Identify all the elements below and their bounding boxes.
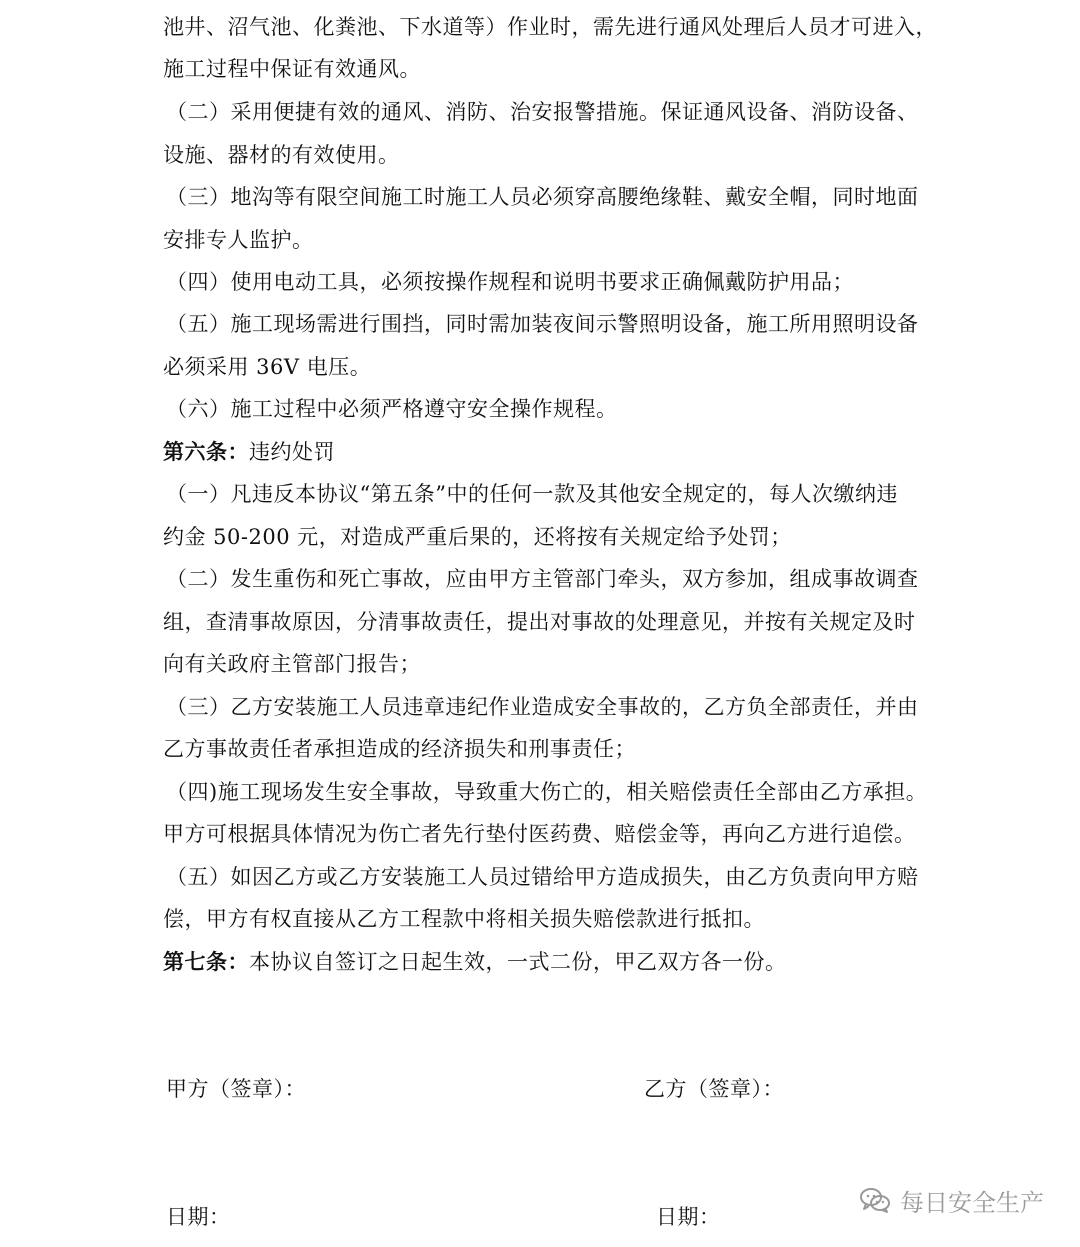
article-7-number: 第七条：: [163, 949, 249, 974]
party-b-date-label: 日期：: [656, 1205, 721, 1229]
clause-3-continued: 安排专人监护。: [163, 228, 314, 252]
clause-3: （三）地沟等有限空间施工时施工人员必须穿高腰绝缘鞋、戴安全帽，同时地面: [166, 185, 919, 209]
clause-6: （六）施工过程中必须严格遵守安全操作规程。: [166, 397, 618, 421]
watermark-text: 每日安全生产: [900, 1188, 1044, 1217]
article-6-clause-3-continued: 乙方事故责任者承担造成的经济损失和刑事责任；: [163, 737, 636, 761]
text-line-2: 施工过程中保证有效通风。: [163, 57, 421, 81]
article-6-heading: [163, 437, 923, 467]
clause-2-continued: 设施、器材的有效使用。: [163, 143, 400, 167]
watermark: [858, 1183, 1044, 1217]
article-6-clause-2: （二）发生重伤和死亡事故，应由甲方主管部门牵头，双方参加，组成事故调查: [166, 567, 919, 591]
article-7-text: 本协议自签订之日起生效，一式二份，甲乙双方各一份。: [249, 950, 787, 974]
article-6-clause-1-continued: 约金 50-200 元，对造成严重后果的，还将按有关规定给予处罚；: [163, 525, 792, 549]
article-6-clause-5-continued: 偿，甲方有权直接从乙方工程款中将相关损失赔偿款进行抵扣。: [163, 907, 765, 931]
clause-5: （五）施工现场需进行围挡，同时需加装夜间示警照明设备，施工所用照明设备: [166, 312, 919, 336]
article-6-title: 违约处罚: [249, 440, 335, 464]
article-6-clause-2-continued-1: 组，查清事故原因，分清事故责任，提出对事故的处理意见，并按有关规定及时: [163, 610, 916, 634]
article-6-clause-4: （四)施工现场发生安全事故，导致重大伤亡的，相关赔偿责任全部由乙方承担。: [166, 780, 928, 804]
article-6-clause-1: （一）凡违反本协议“第五条”中的任何一款及其他安全规定的，每人次缴纳违: [166, 482, 898, 506]
clause-5-continued: 必须采用 36V 电压。: [163, 355, 372, 379]
party-b-signature-label: 乙方（签章）：: [644, 1077, 784, 1101]
clause-4: （四）使用电动工具，必须按操作规程和说明书要求正确佩戴防护用品；: [166, 270, 854, 294]
clause-2: （二）采用便捷有效的通风、消防、治安报警措施。保证通风设备、消防设备、: [166, 100, 919, 124]
article-6-clause-2-continued-2: 向有关政府主管部门报告；: [163, 652, 421, 676]
text-line-1: 池井、沼气池、化粪池、下水道等）作业时，需先进行通风处理后人员才可进入，: [163, 15, 937, 39]
article-7: [163, 947, 923, 977]
article-6-clause-3: （三）乙方安装施工人员违章违纪作业造成安全事故的，乙方负全部责任，并由: [166, 695, 919, 719]
article-6-clause-5: （五）如因乙方或乙方安装施工人员过错给甲方造成损失，由乙方负责向甲方赔: [166, 865, 919, 889]
wechat-icon: [858, 1186, 892, 1214]
article-6-clause-4-continued: 甲方可根据具体情况为伤亡者先行垫付医药费、赔偿金等，再向乙方进行追偿。: [163, 822, 916, 846]
party-a-date-label: 日期：: [166, 1205, 231, 1229]
article-6-number: 第六条：: [163, 439, 249, 464]
party-a-signature-label: 甲方（签章）：: [166, 1077, 306, 1101]
